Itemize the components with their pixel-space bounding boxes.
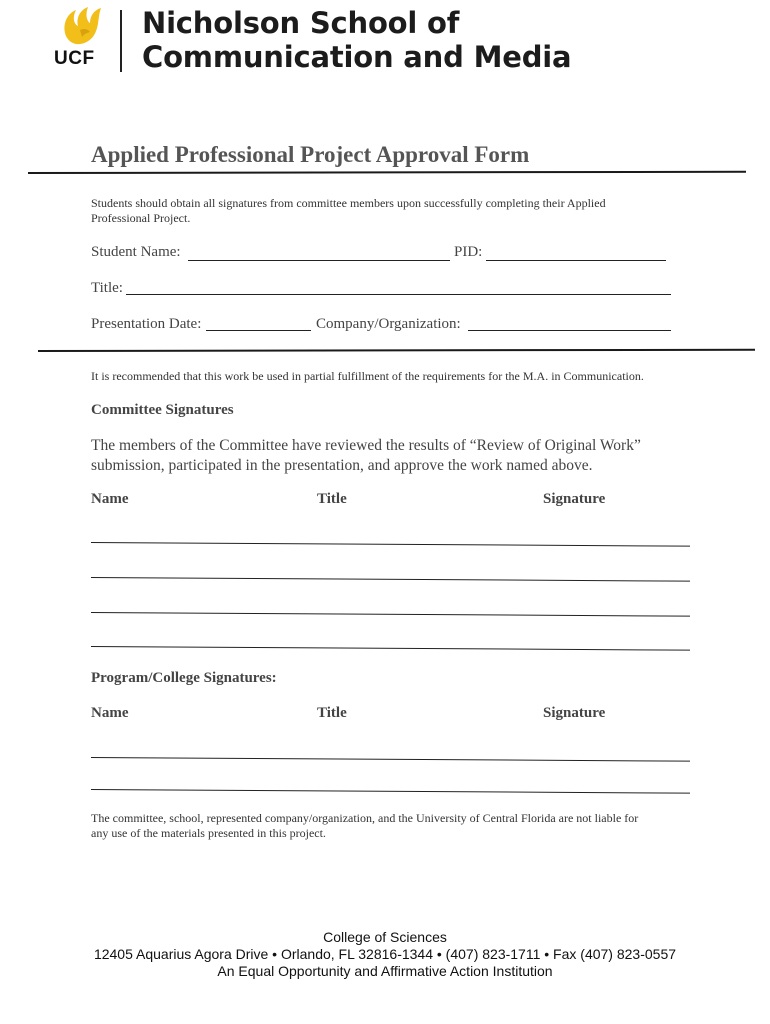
disclaimer-text bbox=[91, 811, 711, 841]
committee-signature-line-1[interactable] bbox=[91, 542, 690, 547]
intro-text bbox=[91, 196, 711, 226]
committee-signature-line-3[interactable] bbox=[91, 612, 690, 617]
company-label: Company/Organization: bbox=[316, 316, 461, 332]
project-title-label: Title: bbox=[91, 280, 123, 296]
committee-statement-line-1: The members of the Committee have reviewed the results of “Review of Original Work” bbox=[91, 437, 641, 454]
ucf-pegasus-logo-icon bbox=[58, 4, 108, 54]
recommendation-text: It is recommended that this work be used in partial fulfillment of the requirements for the M.A. in Communication. bbox=[91, 369, 644, 383]
committee-col-title: Title bbox=[317, 491, 347, 507]
committee-col-name: Name bbox=[91, 491, 129, 507]
committee-signature-line-4[interactable] bbox=[91, 646, 690, 651]
presentation-date-label: Presentation Date: bbox=[91, 316, 202, 332]
pid-label: PID: bbox=[454, 244, 483, 260]
section-rule bbox=[38, 349, 755, 352]
footer-eeo: An Equal Opportunity and Affirmative Action Institution bbox=[217, 963, 553, 979]
title-rule bbox=[28, 171, 746, 174]
intro-line-1: Students should obtain all signatures from committee members upon successfully completing their Applied bbox=[91, 196, 606, 210]
form-title: Applied Professional Project Approval Form bbox=[91, 142, 530, 167]
pid-field[interactable] bbox=[486, 260, 666, 261]
presentation-date-field[interactable] bbox=[206, 330, 311, 331]
committee-heading: Committee Signatures bbox=[91, 402, 234, 418]
ucf-logo-text: UCF bbox=[54, 48, 95, 69]
program-heading: Program/College Signatures: bbox=[91, 670, 277, 686]
student-name-label: Student Name: bbox=[91, 244, 181, 260]
program-col-signature: Signature bbox=[543, 705, 606, 721]
footer-address: 12405 Aquarius Agora Drive • Orlando, FL 32816-1344 • (407) 823-1711 • Fax (407) 823-0557 bbox=[93, 946, 677, 962]
student-name-field[interactable] bbox=[188, 260, 450, 261]
program-signature-line-1[interactable] bbox=[91, 757, 690, 762]
program-signature-line-2[interactable] bbox=[91, 789, 690, 794]
committee-signature-line-2[interactable] bbox=[91, 577, 690, 582]
footer-college: College of Sciences bbox=[323, 929, 447, 945]
header-divider bbox=[120, 10, 122, 72]
committee-col-signature: Signature bbox=[543, 491, 606, 507]
intro-line-2: Professional Project. bbox=[91, 211, 191, 225]
committee-statement bbox=[91, 436, 731, 476]
footer bbox=[0, 929, 770, 980]
disclaimer-line-1: The committee, school, represented company/organization, and the University of Central Florida are not liable for bbox=[91, 811, 639, 825]
program-col-title: Title bbox=[317, 705, 347, 721]
company-field[interactable] bbox=[468, 330, 671, 331]
school-name-line1: Nicholson School of bbox=[142, 6, 460, 40]
school-name-line2: Communication and Media bbox=[142, 40, 572, 74]
committee-statement-line-2: submission, participated in the presentation, and approve the work named above. bbox=[91, 457, 593, 474]
program-col-name: Name bbox=[91, 705, 129, 721]
disclaimer-line-2: any use of the materials presented in this project. bbox=[91, 826, 326, 840]
project-title-field[interactable] bbox=[126, 294, 671, 295]
